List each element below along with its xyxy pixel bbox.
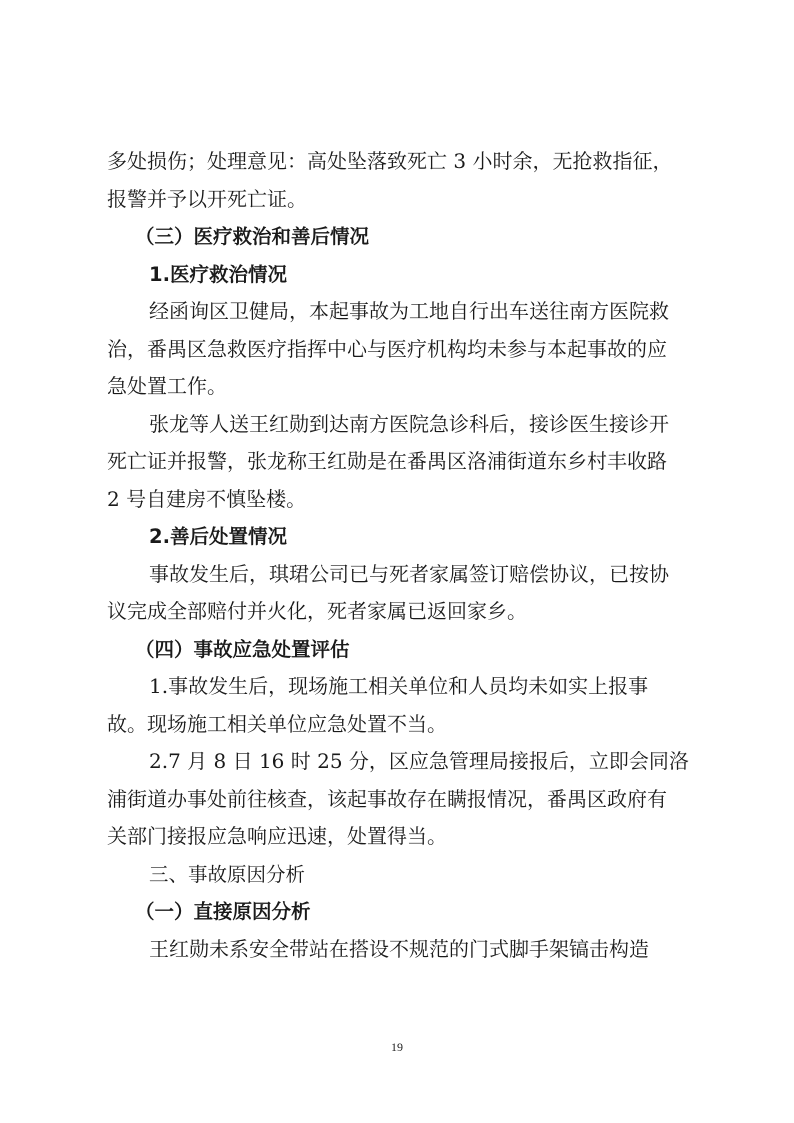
text-line: 议完成全部赔付并火化，死者家属已返回家乡。: [107, 599, 527, 623]
text-line: 报警并予以开死亡证。: [107, 186, 307, 211]
text-line: 浦街道办事处前往核查，该起事故存在瞒报情况，番禺区政府有: [107, 786, 667, 811]
text-line: 经函询区卫健局，本起事故为工地自行出车送往南方医院救: [149, 299, 669, 323]
paragraph-evaluation-1: [107, 668, 695, 743]
chapter-heading-cause-analysis: 三、事故原因分析: [149, 862, 306, 886]
paragraph-hospital-arrival: [107, 406, 695, 519]
text-line: 急处置工作。: [107, 374, 227, 398]
document-page: [107, 143, 695, 968]
text-line: 事故发生后，琪珺公司已与死者家属签订赔偿协议，已按协: [149, 561, 669, 586]
paragraph-evaluation-2: [107, 743, 695, 856]
subsection-heading-aftermath: 2.善后处置情况: [149, 525, 287, 548]
page-number: 19: [391, 1040, 403, 1054]
paragraph-continuation: [107, 143, 695, 218]
text-line: 关部门接报应急响应迅速，处置得当。: [107, 824, 447, 848]
paragraph-direct-cause: [107, 931, 695, 969]
text-line: 2 号自建房不慎坠楼。: [107, 486, 307, 511]
text-line: 治，番禺区急救医疗指挥中心与医疗机构均未参与本起事故的应: [107, 336, 667, 361]
subsection-heading-medical-treatment: 1.医疗救治情况: [149, 262, 287, 286]
paragraph-compensation: [107, 556, 695, 631]
text-line: 1.事故发生后，现场施工相关单位和人员均未如实上报事: [149, 674, 649, 698]
text-line: 死亡证并报警，张龙称王红勋是在番禺区洛浦街道东乡村丰收路: [107, 449, 667, 473]
section-heading-direct-cause: （一）直接原因分析: [135, 900, 311, 923]
text-line: 2.7 月 8 日 16 时 25 分，区应急管理局接报后，立即会同洛: [149, 749, 689, 773]
section-heading-emergency-evaluation: （四）事故应急处置评估: [135, 637, 350, 661]
text-line: 多处损伤；处理意见：高处坠落致死亡 3 小时余，无抢救指征，: [107, 149, 673, 173]
text-line: 故。现场施工相关单位应急处置不当。: [107, 711, 447, 736]
paragraph-medical-inquiry: [107, 293, 695, 406]
text-line: 王红勋未系安全带站在搭设不规范的门式脚手架镐击构造: [149, 936, 649, 961]
section-heading-medical-aftermath: （三）医疗救治和善后情况: [135, 225, 370, 248]
text-line: 张龙等人送王红勋到达南方医院急诊科后，接诊医生接诊开: [149, 411, 669, 436]
